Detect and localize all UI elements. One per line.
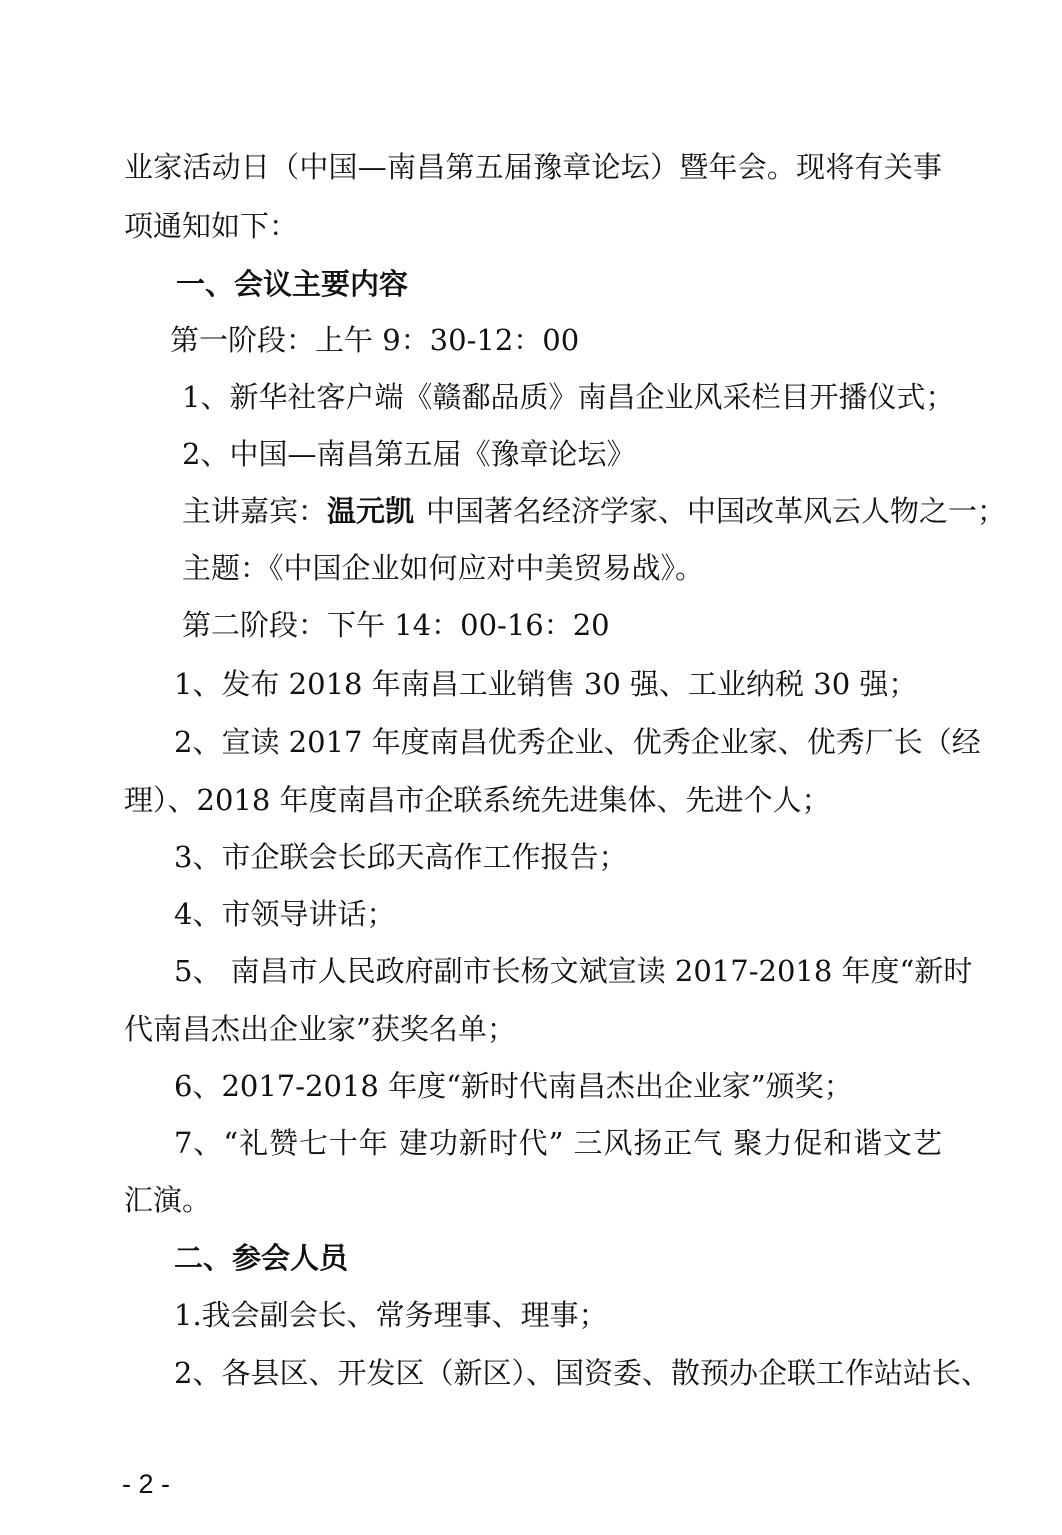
stage-two-time: 第二阶段：下午 14：00-16：20 (182, 608, 610, 642)
list-item: 3、市企联会长邱天高作工作报告； (174, 840, 628, 874)
list-item: 1、新华社客户端《赣鄱品质》南昌企业风采栏目开播仪式； (182, 380, 955, 414)
stage-one-time: 第一阶段：上午 9：30-12：00 (170, 323, 580, 357)
list-item-continuation: 汇演。 (124, 1183, 212, 1217)
list-item: 6、2017-2018 年度“新时代南昌杰出企业家”颁奖； (174, 1069, 853, 1103)
list-item: 2、各县区、开发区（新区）、国资委、散预办企联工作站站长、 (174, 1356, 990, 1390)
section-heading-attendees: 二、参会人员 (174, 1241, 349, 1275)
list-item: 2、中国—南昌第五届《豫章论坛》 (182, 437, 636, 471)
paragraph-line: 项通知如下： (124, 209, 299, 243)
page-number: - 2 - (122, 1469, 171, 1499)
speaker-label: 主讲嘉宾： (182, 494, 328, 528)
list-item: 5、 南昌市人民政府副市长杨文斌宣读 2017-2018 年度“新时 (174, 954, 973, 988)
list-item: 1、发布 2018 年南昌工业销售 30 强、工业纳税 30 强； (174, 667, 918, 701)
list-item-continuation: 代南昌杰出企业家”获奖名单； (124, 1012, 516, 1046)
paragraph-line: 业家活动日（中国—南昌第五届豫章论坛）暨年会。现将有关事 (124, 150, 942, 184)
list-item: 2、宣读 2017 年度南昌优秀企业、优秀企业家、优秀厂长（经 (174, 725, 981, 759)
list-item-continuation: 理）、2018 年度南昌市企联系统先进集体、先进个人； (124, 783, 831, 817)
speaker-line (182, 493, 1006, 529)
topic-line: 主题：《中国企业如何应对中美贸易战》。 (182, 551, 705, 585)
speaker-title: 中国著名经济学家、中国改革风云人物之一； (426, 494, 1007, 528)
list-item: 4、市领导讲话； (174, 897, 396, 931)
section-heading-meeting-content: 一、会议主要内容 (176, 267, 409, 301)
list-item: 1.我会副会长、常务理事、理事； (174, 1298, 608, 1332)
list-item: 7、“礼赞七十年 建功新时代” 三风扬正气 聚力促和谐文艺 (174, 1126, 942, 1160)
speaker-name: 温元凯 (327, 494, 415, 528)
